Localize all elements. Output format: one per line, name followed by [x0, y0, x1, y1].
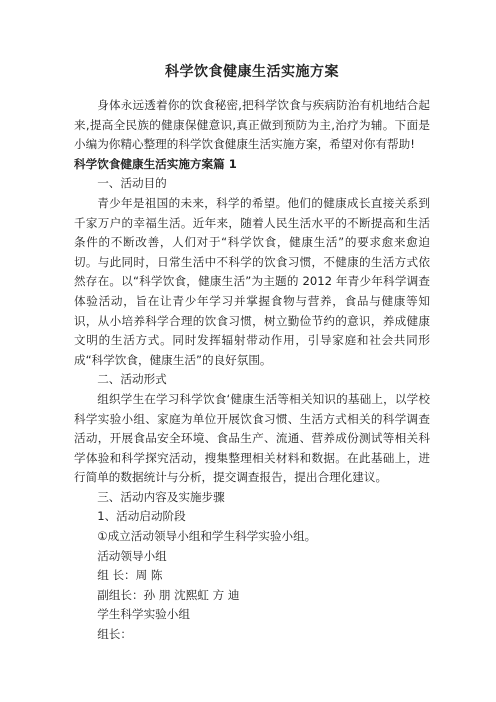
list-item: 活动领导小组 [97, 548, 167, 563]
paragraph-form: 组织学生在学习科学饮食‘健康生活等相关知识的基础上，以学校科学实验小组、家庭为单位开展饮食习惯、生活方式相关的科学调查活动，开展食品安全环境、食品生产、流通、营养成份测试等相关科学体验和科学探究活动，搜集整理相关材料和数据。在此基础上，进行简单的数据统计与分析，提交调查报告，提出合理化建议。 [74, 391, 430, 485]
heading-form: 二、活动形式 [97, 372, 167, 387]
intro-paragraph: 身体永远透着你的饮食秘密,把科学饮食与疾病防治有机地结合起来,提高全民族的健康保健意识,真正做到预防为主,治疗为辅。下面是小编为你精心整理的科学饮食健康生活实施方案，希望对你有帮助! [74, 98, 430, 152]
section-heading: 科学饮食健康生活实施方案篇 1 [74, 156, 237, 171]
heading-content: 三、活动内容及实施步骤 [97, 489, 225, 504]
paragraph-purpose: 青少年是祖国的未来，科学的希望。他们的健康成长直接关系到千家万户的幸福生活。近年来，随着人民生活水平的不断提高和生活条件的不断改善，人们对于“科学饮食，健康生活”的要求愈来愈迫切。与此同时，日常生活中不科学的饮食习惯，不健康的生活方式依然存在。以“科学饮食，健康生活”为主题的 2012 年青少年科学调查体验活动，旨在让青少年学习并掌握食物与营养，食品与健康等知识，从小培养科学合理的饮食习惯，树立勤俭节约的意识，养成健康文明的生活方式。同时发挥辐射带动作用，引导家庭和社会共同形成“科学饮食，健康生活”的良好氛围。 [74, 195, 430, 367]
list-item: 组长： [97, 627, 132, 642]
list-item: 1、活动启动阶段 [97, 509, 186, 524]
list-item: ①成立活动领导小组和学生科学实验小组。 [97, 529, 317, 544]
list-item: 组 长：周 陈 [97, 568, 163, 583]
list-item: 学生科学实验小组 [97, 607, 190, 622]
list-item: 副组长：孙 朋 沈熙虹 方 迪 [97, 587, 240, 602]
heading-purpose: 一、活动目的 [97, 176, 167, 191]
document-title: 科学饮食健康生活实施方案 [165, 64, 339, 80]
